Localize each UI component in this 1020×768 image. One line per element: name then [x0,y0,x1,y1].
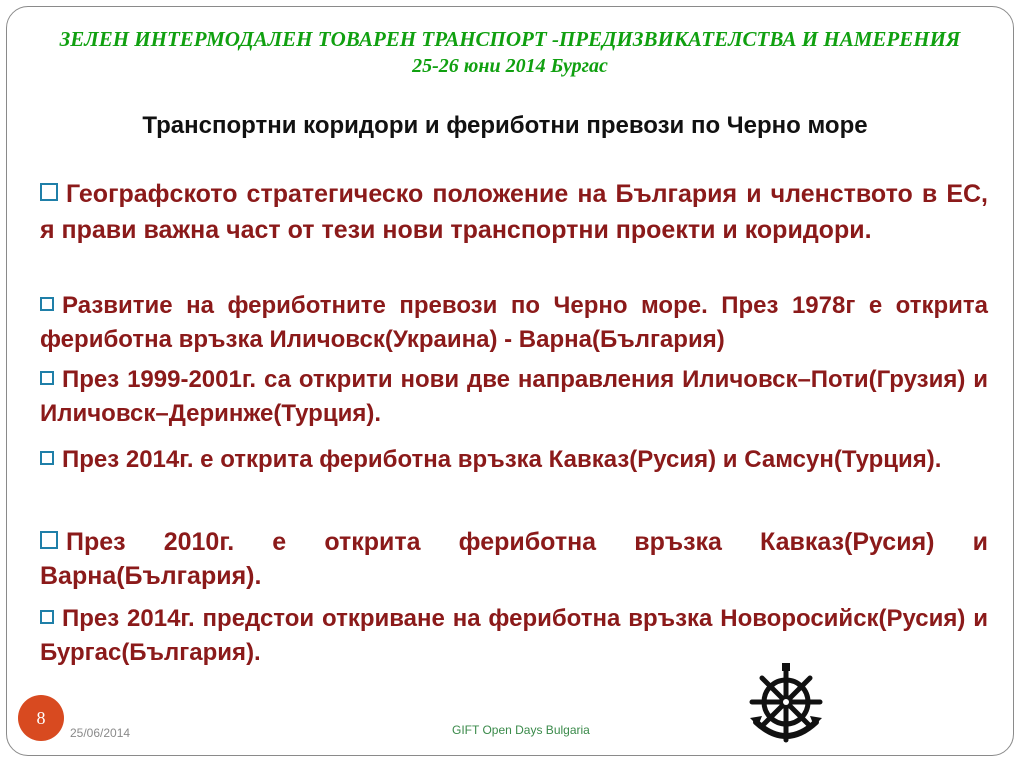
page-number: 8 [36,707,46,728]
bullet-text: През 2014г. предстои откриване на фериботна връзка Новоросийск(Русия) и Бургас(България). [40,605,988,666]
checkbox-square-icon [40,183,58,201]
bullet-text: Географското стратегическо положение на България и членството в ЕС, я прави важна част от тези нови транспортни проекти и коридори. [40,180,988,244]
conference-title: ЗЕЛЕН ИНТЕРМОДАЛЕН ТОВАРЕН ТРАНСПОРТ -ПРЕДИЗВИКАТЕЛСТВА И НАМЕРЕНИЯ [59,27,961,51]
bullet-item [40,363,988,431]
bullet-text: През 2010г. е открита фериботна връзка Кавказ(Русия) и Варна(България). [40,528,988,590]
conference-date-location: 25-26 юни 2014 Бургас [412,55,608,77]
footer-date: 25/06/2014 [70,726,131,740]
checkbox-square-icon [40,371,54,385]
checkbox-square-icon [40,451,54,465]
anchor-wheel-logo-icon [742,660,830,748]
bullet-item [40,176,988,248]
footer-event-name: GIFT Open Days Bulgaria [452,723,590,737]
checkbox-square-icon [40,297,54,311]
bullet-text: През 1999-2001г. са открити нови две направления Иличовск–Поти(Грузия) и Иличовск–Деринже(Турция). [40,366,988,427]
bullet-item [40,525,988,593]
bullet-text: През 2014г. е открита фериботна връзка Кавказ(Русия) и Самсун(Турция). [62,446,942,473]
checkbox-square-icon [40,610,54,624]
bullet-item [40,443,988,477]
bullet-text: Развитие на фериботните превози по Черно море. През 1978г е открита фериботна връзка Иличовск(Украина) - Варна(България) [40,292,988,353]
slide-title: Транспортни коридори и фериботни превози по Черно море [142,112,868,139]
checkbox-square-icon [40,531,58,549]
bullet-item [40,289,988,357]
bullet-item [40,602,988,670]
page-number-badge [18,695,64,741]
